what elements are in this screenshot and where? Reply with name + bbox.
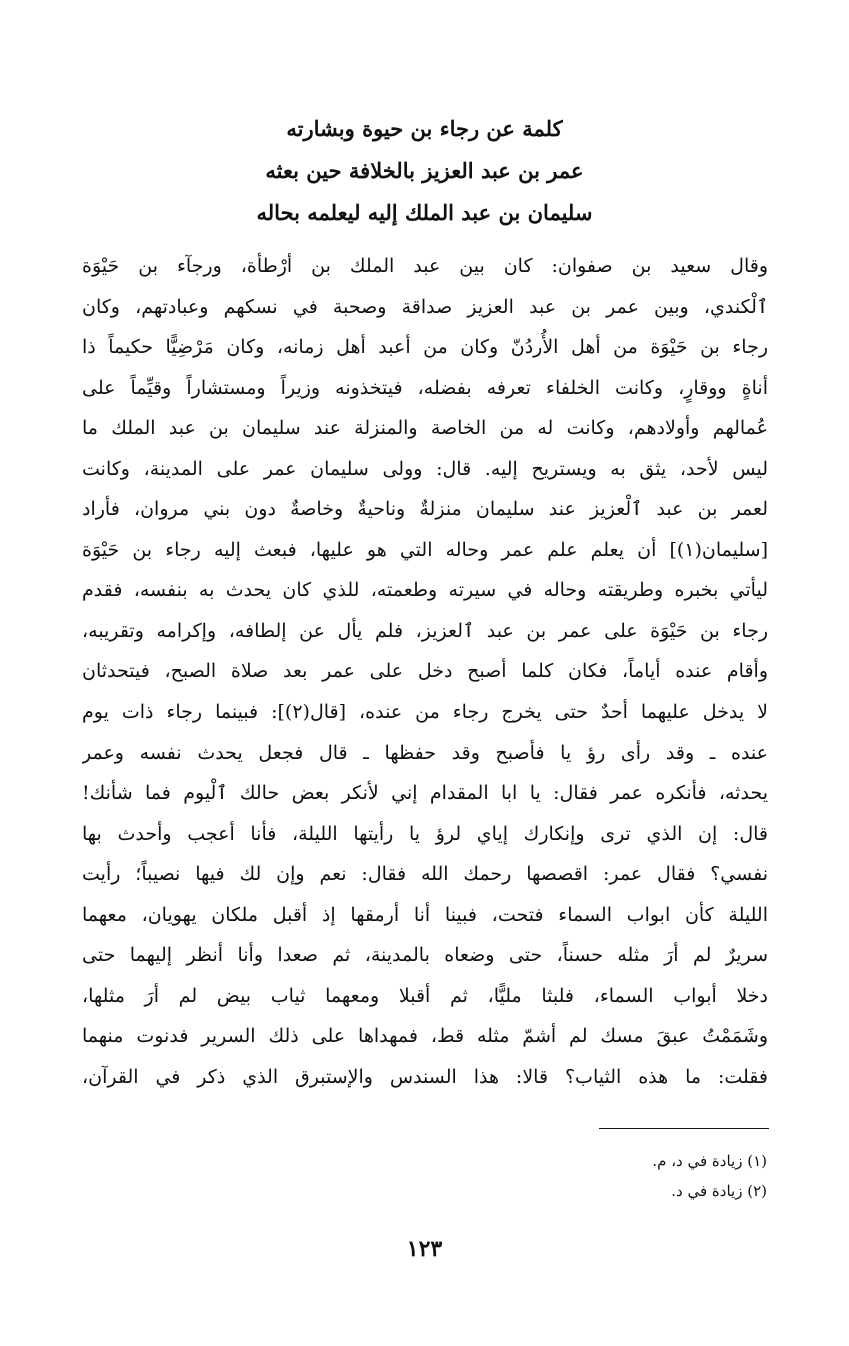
body-line: نفسي؟ فقال عمر: اقصصها رحمك الله فقال: نعم وإن لك فيها نصيباً؛ رأيت [82, 863, 768, 886]
page-number: ١٢٣ [406, 1236, 443, 1262]
heading-line-1: كلمة عن رجاء بن حيوة وبشارته [286, 116, 563, 141]
body-line: يحدثه، فأنكره عمر فقال: يا ابا المقدام إني لأنكر بعض حالك ٱلْيوم فما شأنك! [82, 782, 768, 805]
body-line: قال: إن الذي ترى وإنكارك إياي لرؤ يا رأيتها الليلة، فأنا أعجب وأحدث بها [82, 822, 768, 845]
footnote-1: (١) زيادة في د، م. [652, 1152, 767, 1170]
body-line: فقلت: ما هذه الثياب؟ قالا: هذا السندس والإستبرق الذي ذكر في القرآن، [82, 1065, 768, 1088]
body-line: لا يدخل عليهما أحدٌ حتى يخرج رجاء من عنده، [قال(٢)]: فبينما رجاء ذات يوم [82, 701, 768, 724]
body-line: دخلا أبواب السماء، فلبثا مليًّا، ثم أقبلا ومعهما ثياب بيض لم أرَ مثلها، [82, 984, 768, 1007]
body-line: [سليمان(١)] أن يعلم علم عمر وحاله التي هو عليها، فبعث إليه رجاء بن حَيْوَة [82, 538, 768, 561]
body-line: ليس لأحد، يثق به ويستريح إليه. قال: وولى سليمان عمر على المدينة، وكانت [82, 457, 768, 480]
footnotes [367, 1146, 767, 1206]
body-line: وأقام عنده أياماً، فكان كلما أصبح دخل على عمر بعد صلاة الصبح، فيتحدثان [82, 660, 768, 683]
body-text [82, 246, 768, 1097]
footnote-2: (٢) زيادة في د. [671, 1182, 767, 1200]
footnote-divider [599, 1128, 769, 1129]
body-line: رجاء بن حَيْوَة من أهل الأُردُنّ وكان من أعبد أهل زمانه، وكان مَرْضِيًّا حكيماً ذا [82, 336, 768, 359]
body-line: لعمر بن عبد ٱلْعزيز عند سليمان منزلةٌ وناحيةٌ وخاصةٌ دون بني مروان، فأراد [82, 498, 768, 521]
body-line: رجاء بن حَيْوَة على عمر بن عبد ٱلعزيز، فلم يأل عن إلطافه، وإكرامه وتقريبه، [82, 619, 768, 642]
body-line: ٱلْكندي، وبين عمر بن عبد العزيز صداقة وصحبة في نسكهم وعبادتهم، وكان [82, 295, 768, 318]
chapter-heading [120, 108, 729, 234]
body-line: وقال سعيد بن صفوان: كان بين عبد الملك بن أرْطأة، ورجآء بن حَيْوَة [82, 255, 768, 277]
body-line: سريرٌ لم أرَ مثله حسناً، حتى وضعاه بالمدينة، ثم صعدا وأنا أنظر إليهما حتى [82, 944, 768, 967]
body-line: ليأتي بخبره وطريقته وحاله في سيرته وطعمته، للذي كان يحدث به بنفسه، فقدم [82, 579, 768, 602]
body-line: عنده ـ وقد رأى رؤ يا فأصبح وقد حفظها ـ قال فجعل يحدث نفسه وعمر [82, 741, 768, 764]
heading-line-2: عمر بن عبد العزيز بالخلافة حين بعثه [265, 158, 584, 183]
body-line: عُمالهم وأولادهم، وكانت له من الخاصة والمنزلة عند سليمان بن عبد الملك ما [82, 417, 768, 440]
body-line: الليلة كأن ابواب السماء فتحت، فبينا أنا أرمقها إذ أقبل ملكان يهويان، معهما [82, 903, 768, 926]
body-line: أناةٍ ووقارٍ، وكانت الخلفاء تعرفه بفضله، فيتخذونه وزيراً ومستشاراً وقيِّماً على [82, 376, 768, 399]
heading-line-3: سليمان بن عبد الملك إليه ليعلمه بحاله [256, 200, 593, 225]
body-line: وشَمَمْتُ عبقَ مسك لم أشمّ مثله قط، فمهداها على ذلك السرير فدنوت منهما [82, 1025, 768, 1048]
